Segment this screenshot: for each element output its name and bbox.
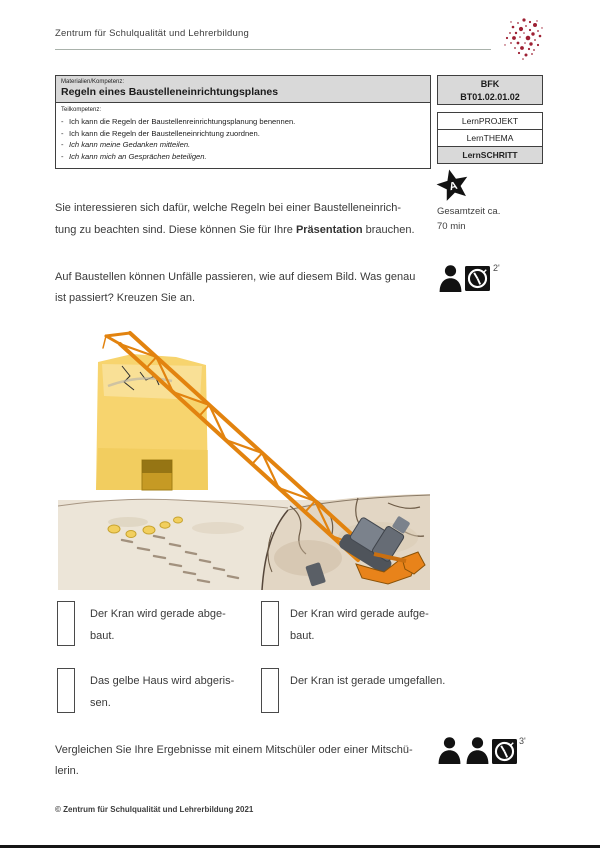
kompetenz-item-text: Ich kann mich an Gesprächen beteiligen. bbox=[69, 151, 207, 161]
bullet-dash: - bbox=[61, 140, 64, 149]
level-lernthema: LernTHEMA bbox=[438, 130, 542, 147]
kompetenz-box-body bbox=[56, 103, 430, 168]
level-lernprojekt: LernPROJEKT bbox=[438, 113, 542, 130]
bullet-dash: - bbox=[61, 128, 64, 138]
person-icon bbox=[437, 737, 462, 764]
task1-duration: 2' bbox=[493, 263, 500, 273]
zsl-dots-logo-icon bbox=[501, 14, 547, 64]
option-checkbox-3[interactable] bbox=[57, 668, 75, 713]
task2-duration: 3' bbox=[519, 736, 526, 746]
org-name: Zentrum für Schulqualität und Lehrerbildung bbox=[55, 28, 249, 39]
bullet-dash: - bbox=[61, 151, 64, 161]
phase-star-icon bbox=[435, 167, 471, 203]
kompetenz-kicker: Materialien/Kompetenz: bbox=[61, 79, 125, 85]
intro-bold-word: Präsentation bbox=[295, 224, 363, 236]
option-4-line1: Der Kran ist gerade umgefallen. bbox=[290, 675, 446, 687]
kompetenz-item bbox=[61, 151, 425, 163]
task2-instruction bbox=[55, 740, 435, 782]
option-3-line2: sen. bbox=[90, 696, 111, 709]
task1-line1: Auf Baustellen können Unfälle passieren, wie auf diesem Bild. Was genau bbox=[55, 271, 416, 283]
option-2-line1: Der Kran wird gerade aufge- bbox=[290, 608, 429, 620]
option-3-line1: Das gelbe Haus wird abgeris- bbox=[90, 675, 235, 687]
kompetenz-item-text: Ich kann die Regeln der Baustellenreinrichtungsplanung benennen. bbox=[69, 117, 296, 126]
intro-paragraph bbox=[55, 197, 435, 241]
task2-line2: lerin. bbox=[55, 765, 79, 777]
level-lernschritt: LernSCHRITT bbox=[438, 147, 542, 163]
task1-line2: ist passiert? Kreuzen Sie an. bbox=[55, 292, 196, 304]
option-checkbox-2[interactable] bbox=[261, 601, 279, 646]
kompetenz-item-text: Ich kann die Regeln der Baustelleneinrichtung zuordnen. bbox=[69, 128, 260, 138]
phase-letter: A bbox=[448, 179, 459, 194]
timer-clock-icon bbox=[492, 739, 517, 764]
option-label-2 bbox=[290, 604, 465, 647]
option-1-line1: Der Kran wird gerade abge- bbox=[90, 608, 226, 620]
header-rule bbox=[55, 49, 491, 50]
option-label-3 bbox=[90, 671, 265, 714]
kompetenz-box-header bbox=[56, 76, 430, 103]
timer-clock-icon bbox=[465, 266, 490, 291]
kompetenz-item-text: Ich kann meine Gedanken mitteilen. bbox=[69, 140, 191, 149]
bfk-line2: BT01.02.01.02 bbox=[460, 91, 520, 102]
kompetenz-box bbox=[55, 75, 431, 169]
kompetenz-item bbox=[61, 139, 425, 151]
bfk-line1: BFK bbox=[480, 79, 500, 89]
crane-accident-illustration bbox=[58, 328, 430, 590]
person-icon bbox=[465, 737, 490, 764]
bullet-dash: - bbox=[61, 117, 64, 126]
bfk-code-box bbox=[437, 75, 543, 105]
kompetenz-item bbox=[61, 116, 425, 128]
kompetenz-title: Regeln eines Baustelleneinrichtungsplanes bbox=[61, 86, 279, 98]
lern-level-box bbox=[437, 112, 543, 164]
intro-line2-post: brauchen. bbox=[362, 224, 415, 236]
option-1-line2: baut. bbox=[90, 629, 115, 642]
kompetenz-item bbox=[61, 128, 425, 140]
task1-instruction bbox=[55, 267, 435, 309]
total-time-line1: Gesamtzeit ca. bbox=[437, 206, 501, 217]
option-label-4 bbox=[290, 671, 465, 693]
copyright-footer: © Zentrum für Schulqualität und Lehrerbildung 2021 bbox=[55, 805, 254, 814]
total-time bbox=[437, 204, 500, 234]
task2-line1: Vergleichen Sie Ihre Ergebnisse mit einem Mitschüler oder einer Mitschü- bbox=[55, 744, 413, 756]
teilkompetenz-kicker: Teilkompetenz: bbox=[61, 107, 102, 113]
total-time-line2: 70 min bbox=[437, 221, 466, 232]
option-2-line2: baut. bbox=[290, 629, 315, 642]
intro-line1: Sie interessieren sich dafür, welche Regeln bei einer Baustelleneinrich- bbox=[55, 202, 402, 214]
option-checkbox-1[interactable] bbox=[57, 601, 75, 646]
single-person-icon bbox=[438, 265, 463, 292]
option-checkbox-4[interactable] bbox=[261, 668, 279, 713]
intro-line2 bbox=[55, 219, 435, 241]
option-label-1 bbox=[90, 604, 265, 647]
intro-line2-pre: tung zu beachten sind. Diese können Sie für Ihre bbox=[55, 224, 296, 236]
